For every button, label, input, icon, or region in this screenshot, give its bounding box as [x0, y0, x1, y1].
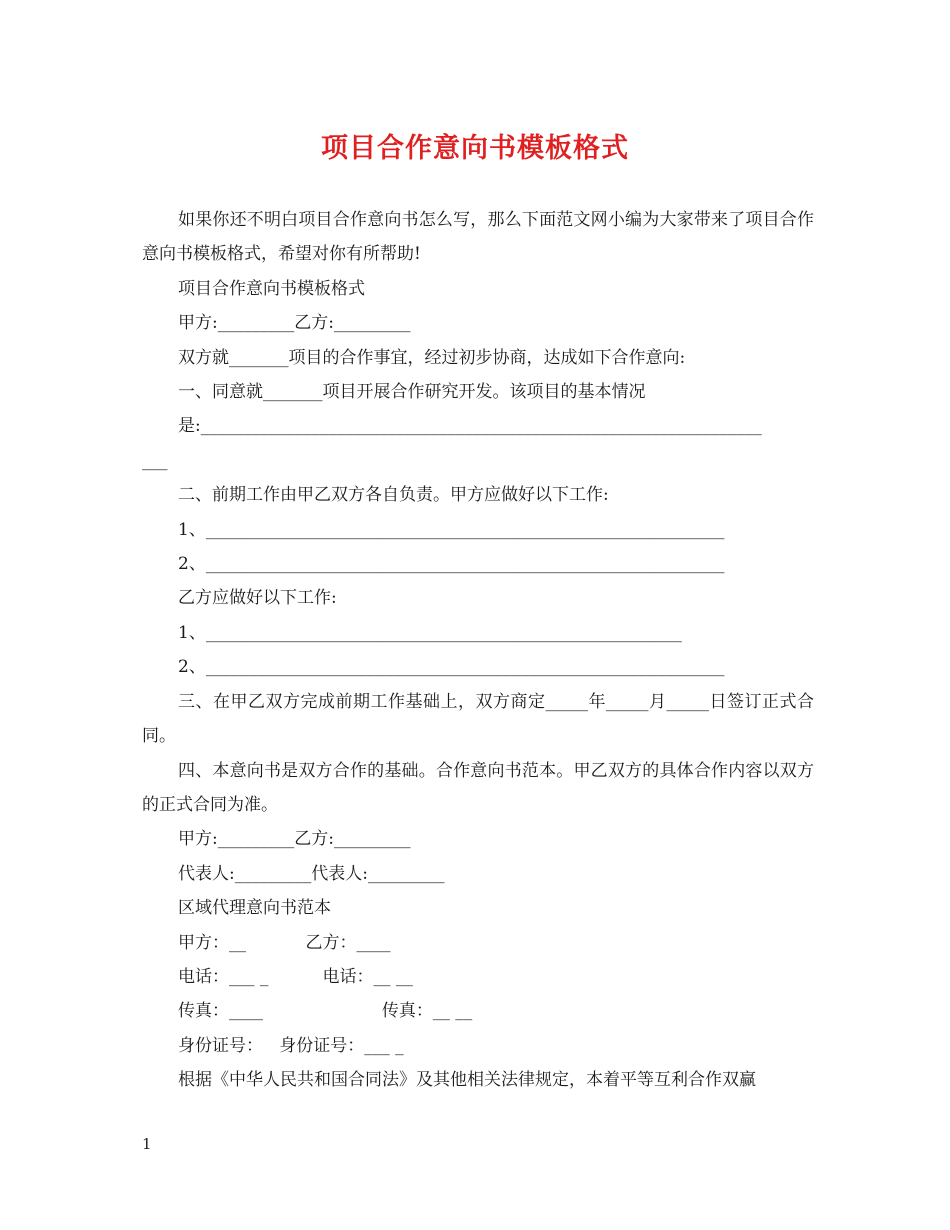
phone-line: 电话：___ _ 电话：__ __ — [178, 966, 413, 987]
blank-line: 是:__________________________________________________________________ — [178, 416, 762, 437]
blank-line-continuation: ___ — [142, 450, 168, 471]
paragraph: 乙方应做好以下工作: — [178, 588, 337, 609]
list-item: 2、_____________________________________________________________ — [178, 657, 725, 678]
fax-line: 传真：____ 传真：__ __ — [178, 1001, 473, 1022]
paragraph: 双方就_______项目的合作事宜，经过初步协商，达成如下合作意向: — [178, 347, 686, 368]
section-heading: 项目合作意向书模板格式 — [178, 278, 365, 299]
clause-2: 二、前期工作由甲乙双方各自负责。甲方应做好以下工作: — [178, 485, 609, 506]
intro-paragraph: 如果你还不明白项目合作意向书怎么写，那么下面范文网小编为大家带来了项目合作意向书模板格式，希望对你有所帮助! — [142, 210, 814, 265]
paragraph: 根据《中华人民共和国合同法》及其他相关法律规定，本着平等互利合作双赢 — [178, 1070, 756, 1091]
representative-line: 代表人:_________代表人:_________ — [178, 863, 445, 884]
party-line: 甲方：__ 乙方：____ — [178, 932, 391, 953]
document-body — [142, 203, 814, 1098]
section-heading: 区域代理意向书范本 — [178, 898, 331, 919]
party-line: 甲方:_________乙方:_________ — [178, 829, 411, 850]
page-number: 1 — [142, 1135, 152, 1153]
party-line: 甲方:_________乙方:_________ — [178, 313, 411, 334]
clause-1: 一、同意就_______项目开展合作研究开发。该项目的基本情况 — [178, 382, 646, 403]
list-item: 1、________________________________________________________ — [178, 622, 682, 643]
list-item: 1、_____________________________________________________________ — [178, 519, 725, 540]
id-number-line: 身份证号： 身份证号：___ _ — [178, 1035, 404, 1056]
list-item: 2、_____________________________________________________________ — [178, 554, 725, 575]
clause-4: 四、本意向书是双方合作的基础。合作意向书范本。甲乙双方的具体合作内容以双方的正式合同为准。 — [142, 760, 814, 815]
clause-3: 三、在甲乙双方完成前期工作基础上，双方商定_____年_____月_____日签订正式合同。 — [142, 691, 814, 747]
document-title: 项目合作意向书模板格式 — [321, 133, 629, 164]
